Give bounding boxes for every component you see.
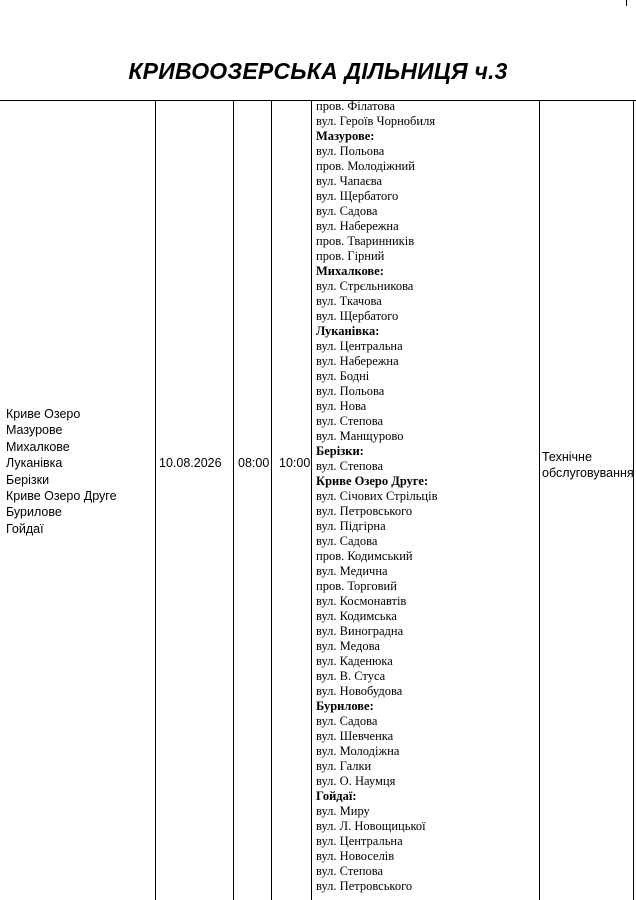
street-item: вул. Космонавтів <box>316 594 407 608</box>
street-item: вул. Січових Стрільців <box>316 489 438 503</box>
street-item: вул. Підгірна <box>316 519 386 533</box>
street-item: вул. О. Наумця <box>316 774 396 788</box>
street-item: вул. Польова <box>316 144 385 158</box>
street-item: вул. Нова <box>316 399 367 413</box>
street-item: вул. Петровського <box>316 879 413 893</box>
street-item: вул. Щербатого <box>316 189 399 203</box>
settlement-item: Криве Озеро Друге <box>6 489 117 504</box>
street-item: вул. Чапаєва <box>316 174 383 188</box>
settlement-header: Гойдаї: <box>316 789 357 803</box>
settlement-item: Гойдаї <box>6 521 44 536</box>
street-item: пров. Гірний <box>316 249 385 263</box>
street-item: пров. Молодіжний <box>316 159 415 173</box>
street-item: вул. Стрєльникова <box>316 279 414 293</box>
end-time-cell: 10:00 <box>279 456 311 470</box>
settlement-item: Мазурове <box>6 423 63 438</box>
column-divider-4 <box>311 101 312 900</box>
settlement-item: Михалкове <box>6 439 70 454</box>
settlement-item: Луканівка <box>6 456 63 471</box>
street-item: вул. Ткачова <box>316 294 382 308</box>
settlement-header: Криве Озеро Друге: <box>316 474 429 488</box>
street-item: вул. Набережна <box>316 219 399 233</box>
street-item: вул. Героїв Чорнобиля <box>316 114 436 128</box>
settlements-cell <box>6 406 117 537</box>
street-item: вул. Центральна <box>316 834 403 848</box>
street-item: вул. Миру <box>316 804 370 818</box>
street-item: вул. Новобудова <box>316 684 403 698</box>
settlement-header: Берізки: <box>316 444 364 458</box>
page-title: КРИВООЗЕРСЬКА ДІЛЬНИЦЯ ч.3 <box>128 58 508 84</box>
start-time-cell: 08:00 <box>238 456 270 470</box>
column-divider-1 <box>155 101 156 900</box>
street-item: пров. Торговий <box>316 579 397 593</box>
street-item: вул. Виноградна <box>316 624 404 638</box>
column-divider-3 <box>271 101 272 900</box>
street-item: вул. Каденюка <box>316 654 393 668</box>
streets-cell <box>316 99 438 894</box>
settlement-item: Криве Озеро <box>6 407 81 421</box>
settlement-item: Бурилове <box>6 505 62 520</box>
street-item: пров. Філатова <box>316 99 395 113</box>
street-item: вул. Степова <box>316 864 384 878</box>
street-item: вул. Садова <box>316 204 378 218</box>
settlement-header: Бурилове: <box>316 699 374 713</box>
street-item: вул. Центральна <box>316 339 403 353</box>
street-item: вул. Бодні <box>316 369 370 383</box>
settlement-item: Берізки <box>6 472 50 487</box>
street-item: вул. Манщурово <box>316 429 404 443</box>
settlement-header: Михалкове: <box>316 264 384 278</box>
column-divider-5 <box>539 101 540 900</box>
street-item: вул. Степова <box>316 459 384 473</box>
date-cell: 10.08.2026 <box>159 456 222 470</box>
street-item: вул. Новоселів <box>316 849 395 863</box>
street-item: вул. Шевченка <box>316 729 394 743</box>
street-item: вул. Набережна <box>316 354 399 368</box>
street-item: пров. Кодимський <box>316 549 413 563</box>
street-item: вул. Садова <box>316 534 378 548</box>
page-edge-mark <box>626 0 627 6</box>
street-item: вул. Молодіжна <box>316 744 400 758</box>
street-item: вул. Галки <box>316 759 372 773</box>
settlement-header: Луканівка: <box>316 324 380 338</box>
column-divider-2 <box>233 101 234 900</box>
street-item: вул. Степова <box>316 414 384 428</box>
street-item: вул. Медична <box>316 564 388 578</box>
street-item: вул. В. Стуса <box>316 669 386 683</box>
street-item: вул. Кодимська <box>316 609 397 623</box>
street-item: вул. Петровського <box>316 504 413 518</box>
settlement-header: Мазурове: <box>316 129 375 143</box>
work-type-cell: Технічне обслуговування <box>542 450 634 480</box>
table-right-border <box>633 101 634 900</box>
street-item: вул. Польова <box>316 384 385 398</box>
street-item: пров. Тваринників <box>316 234 415 248</box>
street-item: вул. Садова <box>316 714 378 728</box>
street-item: вул. Щербатого <box>316 309 399 323</box>
street-item: вул. Л. Новощицької <box>316 819 426 833</box>
street-item: вул. Медова <box>316 639 380 653</box>
